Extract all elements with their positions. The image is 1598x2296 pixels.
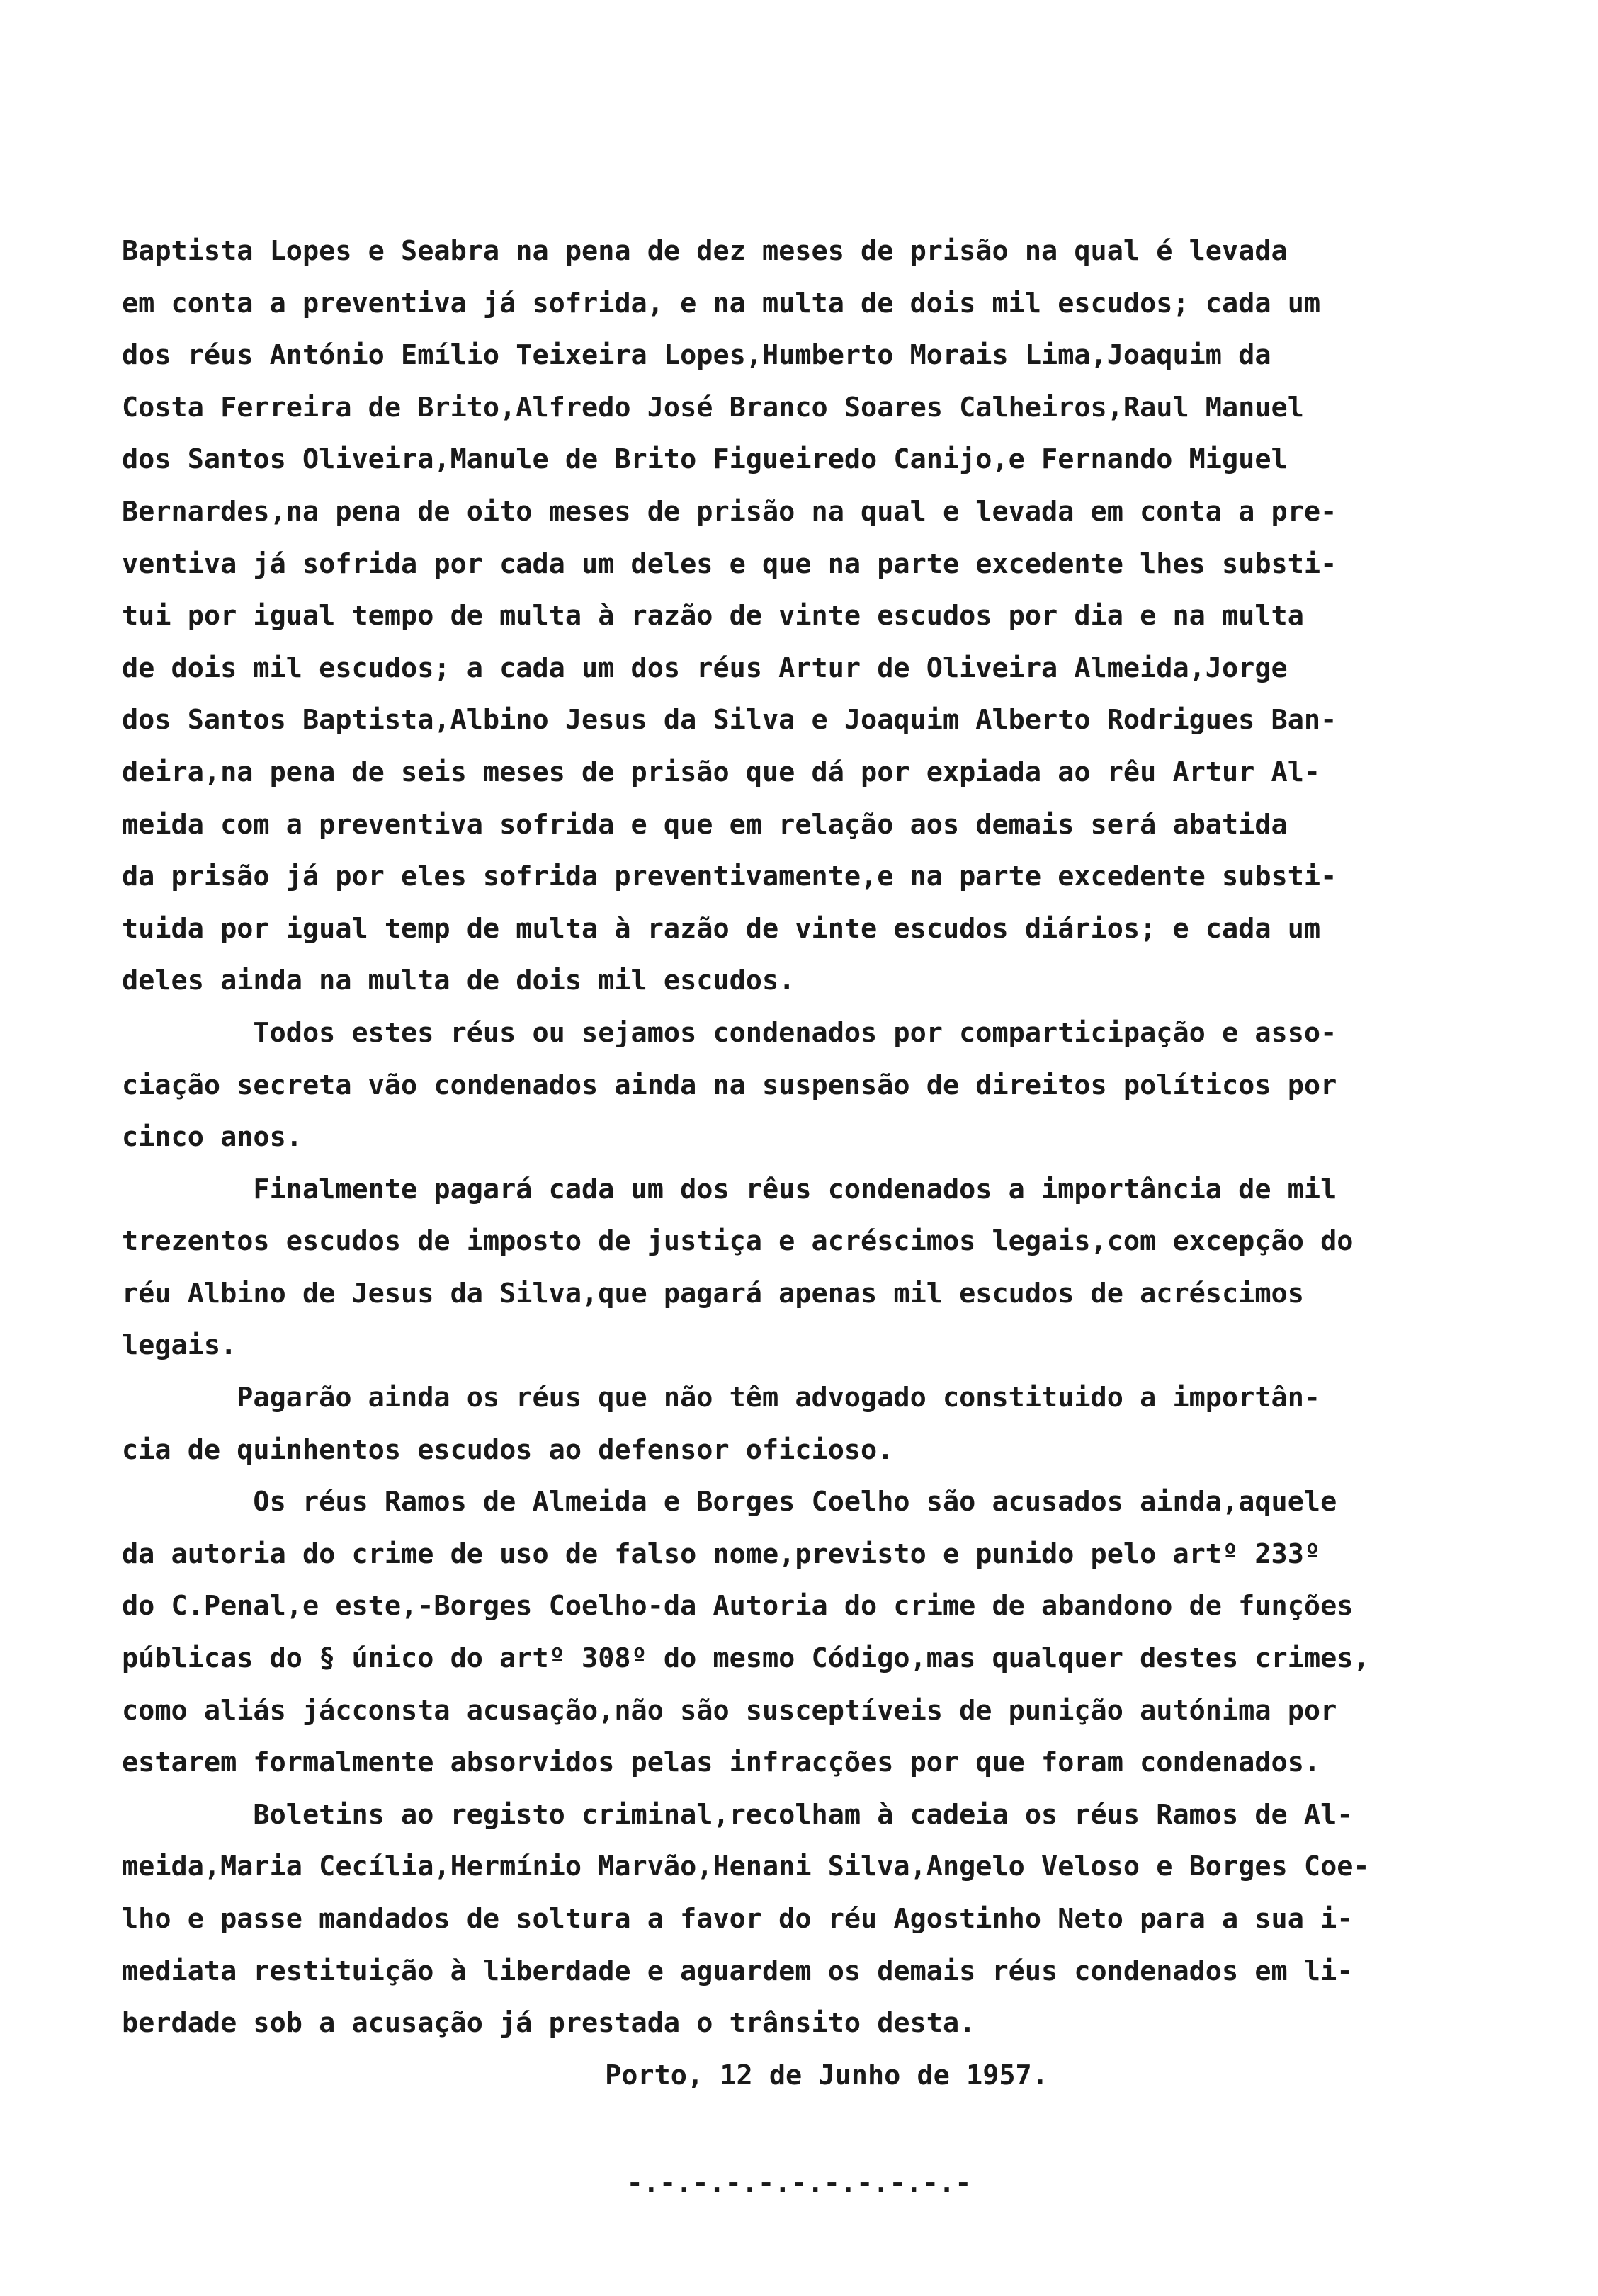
text-line: Boletins ao registo criminal,recolham à cadeia os réus Ramos de Al- [122,1798,1354,1831]
text-line: mediata restituição à liberdade e aguardem os demais réus condenados em li- [122,1955,1354,1987]
document-body [122,225,1531,2101]
text-line: lho e passe mandados de soltura a favor do réu Agostinho Neto para a sua i- [122,1903,1354,1935]
text-line: berdade sob a acusação já prestada o trânsito desta. [122,2007,976,2040]
text-line: meida,Maria Cecília,Hermínio Marvão,Henani Silva,Angelo Veloso e Borges Coe- [122,1851,1370,1883]
text-line: dos Santos Baptista,Albino Jesus da Silva e Joaquim Alberto Rodrigues Ban- [122,704,1337,737]
text-line: meida com a preventiva sofrida e que em relação aos demais será abatida [122,808,1288,841]
text-line: Bernardes,na pena de oito meses de prisão na qual e levada em conta a pre- [122,495,1337,528]
text-line: Todos estes réus ou sejamos condenados por comparticipação e asso- [122,1016,1337,1049]
text-line: Os réus Ramos de Almeida e Borges Coelho são acusados ainda,aquele [122,1486,1337,1518]
text-line: da prisão já por eles sofrida preventivamente,e na parte excedente substi- [122,860,1337,893]
end-divider: -.-.-.-.-.-.-.-.-.-.- [626,2167,972,2199]
text-line: Costa Ferreira de Brito,Alfredo José Branco Soares Calheiros,Raul Manuel [122,391,1304,424]
text-line: cia de quinhentos escudos ao defensor oficioso. [122,1433,894,1466]
text-line: legais. [122,1329,237,1362]
text-line: em conta a preventiva já sofrida, e na multa de dois mil escudos; cada um [122,287,1321,319]
text-line: trezentos escudos de imposto de justiça e acréscimos legais,com excepção do [122,1225,1354,1258]
text-line: Pagarão ainda os réus que não têm advogado constituido a importân- [122,1382,1321,1414]
text-line: tuida por igual temp de multa à razão de vinte escudos diários; e cada um [122,912,1321,945]
text-line: dos réus António Emílio Teixeira Lopes,Humberto Morais Lima,Joaquim da [122,339,1271,372]
text-line: estarem formalmente absorvidos pelas infracções por que foram condenados. [122,1746,1321,1779]
text-line: como aliás jácconsta acusação,não são susceptíveis de punição autónima por [122,1694,1337,1727]
text-line: do C.Penal,e este,-Borges Coelho-da Autoria do crime de abandono de funções [122,1590,1354,1622]
text-line: públicas do § único do artº 308º do mesmo Código,mas qualquer destes crimes, [122,1642,1370,1675]
text-line: Baptista Lopes e Seabra na pena de dez meses de prisão na qual é levada [122,235,1288,267]
text-line: deira,na pena de seis meses de prisão que dá por expiada ao rêu Artur Al- [122,756,1321,788]
text-line: tui por igual tempo de multa à razão de vinte escudos por dia e na multa [122,600,1304,632]
text-line: ventiva já sofrida por cada um deles e que na parte excedente lhes substi- [122,547,1337,580]
text-line: ciação secreta vão condenados ainda na suspensão de direitos políticos por [122,1069,1337,1101]
text-line: cinco anos. [122,1121,302,1154]
date-line: Porto, 12 de Junho de 1957. [605,2059,1048,2091]
text-line: de dois mil escudos; a cada um dos réus Artur de Oliveira Almeida,Jorge [122,652,1288,684]
text-line: Finalmente pagará cada um dos rêus condenados a importância de mil [122,1173,1337,1205]
text-line: réu Albino de Jesus da Silva,que pagará apenas mil escudos de acréscimos [122,1277,1304,1309]
text-line: da autoria do crime de uso de falso nome,previsto e punido pelo artº 233º [122,1538,1321,1570]
text-line: dos Santos Oliveira,Manule de Brito Figueiredo Canijo,e Fernando Miguel [122,443,1288,476]
text-line: deles ainda na multa de dois mil escudos. [122,965,795,997]
